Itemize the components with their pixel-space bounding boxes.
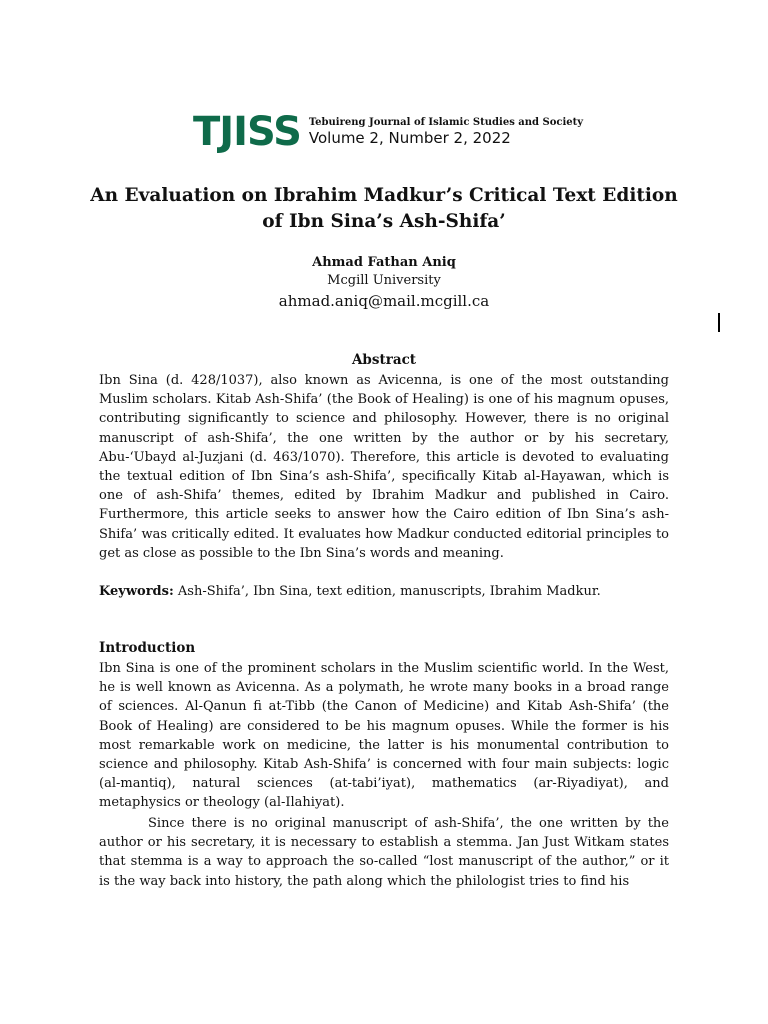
author-block [84,254,684,312]
introduction-paragraph-2: Since there is no original manuscript of ash-Shifa’, the one written by the author or his secretary, it is necessary to establish a stemma. Jan Just Witkam states that stemma is a way to approach the so-called “lost manuscript of the author,” or it is the way back into history, the path along which the philologist tries to find his [99,816,669,889]
keywords [99,582,669,601]
author-email[interactable]: ahmad.aniq@mail.mcgill.ca [278,292,490,310]
article-title: An Evaluation on Ibrahim Madkur’s Critical Text Edition of Ibn Sina’s Ash-Shifa’ [90,185,678,232]
text-cursor [718,313,720,332]
introduction-heading: Introduction [99,640,196,656]
journal-logo: TJISS [193,109,301,155]
abstract-text: Ibn Sina (d. 428/1037), also known as Avicenna, is one of the most outstanding Muslim scholars. Kitab Ash-Shifa’ (the Book of Healing) is one of his magnum opuses, contributing significantly to science and philosophy. However, there is no original manuscript of ash-Shifa’, the one written by the author or by his secretary, Abu-‘Ubayd al-Juzjani (d. 463/1070). Therefore, this article is devoted to evaluating the textual edition of Ibn Sina’s ash-Shifa’, specifically Kitab al-Hayawan, which is one of ash-Shifa’ themes, edited by Ibrahim Madkur and published in Cairo. Furthermore, this article seeks to answer how the Cairo edition of Ibn Sina’s ash-Shifa’ was critically edited. It evaluates how Madkur conducted editorial principles to get as close as possible to the Ibn Sina’s words and meaning. [99,373,669,561]
journal-volume: Volume 2, Number 2, 2022 [308,129,511,147]
abstract-heading: Abstract [351,352,417,368]
introduction-paragraph-1: Ibn Sina is one of the prominent scholars in the Muslim scientific world. In the West, he is well known as Avicenna. As a polymath, he wrote many books in a broad range of sciences. Al-Qanun fi at-Tibb (the Canon of Medicine) and Kitab Ash-Shifa’ (the Book of Healing) are considered to be his magnum opuses. While the former is his most remarkable work on medicine, the latter is his monumental contribution to science and philosophy. Kitab Ash-Shifa’ is concerned with four main subjects: logic (al-mantiq), natural sciences (at-tabi’iyat), mathematics (ar-Riyadiyat), and metaphysics or theology (al-Ilahiyat). [99,661,669,811]
keywords-text: Ash-Shifa’, Ibn Sina, text edition, manuscripts, Ibrahim Madkur. [177,584,601,599]
journal-header [193,109,584,155]
journal-meta [309,117,583,147]
author-affiliation: Mcgill University [327,273,441,288]
keywords-label: Keywords: [99,584,174,599]
author-name: Ahmad Fathan Aniq [312,255,456,270]
journal-name: Tebuireng Journal of Islamic Studies and Society [308,117,584,128]
